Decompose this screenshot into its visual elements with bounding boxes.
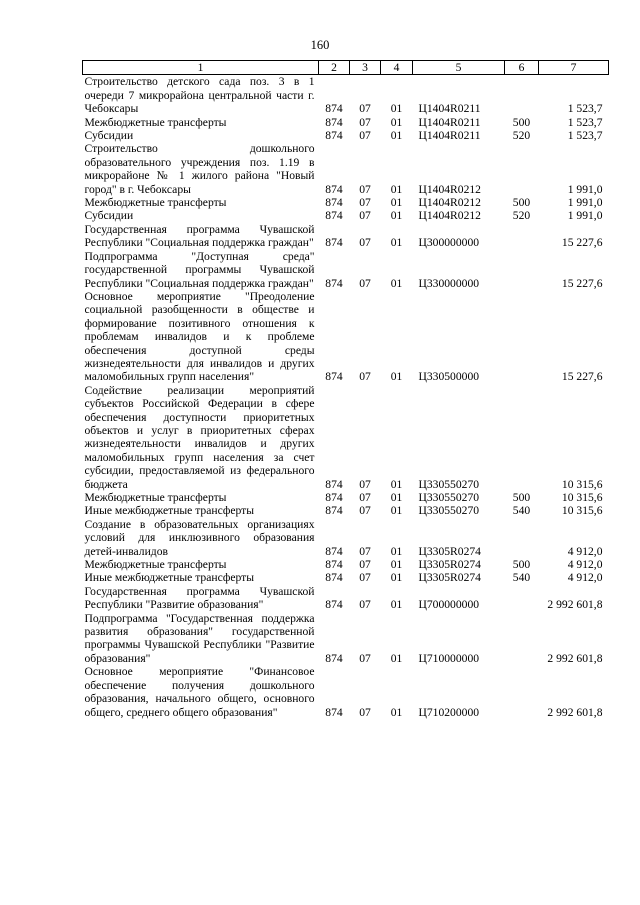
cell-section-code: 07 [359,651,371,665]
cell-target-article: Ц330500000 [418,370,480,384]
cell-section-code: 07 [359,558,371,572]
cell-amount: 4 912,0 [567,544,603,558]
cell-ministry-code: 874 [325,571,343,585]
table-row [83,142,609,196]
cell-ministry-code: 874 [325,477,343,491]
table-header-row [83,61,609,75]
cell-ministry-code: 874 [325,196,343,210]
table-row [83,665,609,719]
cell-section-code: 07 [359,209,371,223]
cell-expense-type: 520 [512,129,531,143]
cell-target-article: Ц3305R0274 [418,571,481,585]
table-row [83,250,609,290]
cell-subsection-code: 01 [390,209,403,223]
cell-expense-type [505,518,539,558]
cell-expense-type: 500 [512,491,531,504]
row-name-cell: Основное мероприятие "Преодоление социальной разобщенности в обществе и формирование позитивного отношения к проблемам инвалидов и к проблеме обеспечения доступной среды жизнедеятельности для инвалидов и других маломобильных групп населения" [84,289,315,384]
cell-ministry-code: 874 [325,651,343,665]
cell-target-article: Ц700000000 [418,598,480,612]
cell-ministry-code: 874 [325,209,343,223]
cell-target-article: Ц330000000 [418,276,480,290]
cell-ministry-code: 874 [325,236,343,250]
column-header: 5 [413,61,505,75]
cell-subsection-code: 01 [390,370,403,384]
cell-section-code: 07 [359,236,371,250]
page-number: 160 [310,38,330,52]
cell-target-article: Ц330550270 [418,491,480,504]
cell-amount: 1 523,7 [567,129,603,143]
cell-section-code: 07 [359,129,371,143]
cell-amount: 10 315,6 [561,504,603,518]
cell-subsection-code: 01 [390,477,403,491]
row-name-cell: Субсидии [84,209,134,223]
cell-expense-type [505,585,539,612]
column-header: 7 [539,61,609,75]
cell-target-article: Ц1404R0212 [418,196,481,210]
row-name-cell: Межбюджетные трансферты [84,491,227,504]
table-row [83,75,609,116]
table-row [83,209,609,222]
cell-target-article: Ц1404R0211 [418,129,481,143]
cell-subsection-code: 01 [390,558,403,572]
cell-amount: 15 227,6 [561,276,603,290]
cell-section-code: 07 [359,182,371,196]
cell-subsection-code: 01 [390,598,403,612]
table-row [83,116,609,129]
cell-amount: 2 992 601,8 [547,651,603,665]
cell-ministry-code: 874 [325,705,343,719]
cell-section-code: 07 [359,102,371,116]
cell-amount: 15 227,6 [561,370,603,384]
cell-subsection-code: 01 [390,196,403,210]
cell-subsection-code: 01 [390,236,403,250]
cell-target-article: Ц330550270 [418,477,480,491]
cell-expense-type [505,223,539,250]
cell-expense-type [505,75,539,116]
cell-subsection-code: 01 [390,705,403,719]
cell-target-article: Ц300000000 [418,236,480,250]
cell-section-code: 07 [359,571,371,585]
row-name-cell: Подпрограмма "Доступная среда" государственной программы Чувашской Республики "Социальная поддержка граждан" [84,249,315,290]
cell-section-code: 07 [359,196,371,210]
cell-section-code: 07 [359,491,371,504]
cell-subsection-code: 01 [390,182,403,196]
cell-section-code: 07 [359,115,371,129]
cell-amount: 2 992 601,8 [547,705,603,719]
cell-amount: 1 991,0 [567,209,603,223]
cell-target-article: Ц710000000 [418,651,480,665]
cell-subsection-code: 01 [390,491,403,504]
cell-subsection-code: 01 [390,544,403,558]
column-header: 4 [381,61,413,75]
cell-subsection-code: 01 [390,115,403,129]
cell-amount: 1 523,7 [567,115,603,129]
table-row [83,612,609,666]
column-header: 1 [83,61,319,75]
cell-amount: 15 227,6 [561,236,603,250]
table-row [83,504,609,517]
row-name-cell: Создание в образовательных организациях условий для инклюзивного образования детей-инвалидов [84,517,315,558]
cell-ministry-code: 874 [325,544,343,558]
table-body [83,75,609,719]
table-row [83,558,609,571]
cell-subsection-code: 01 [390,571,403,585]
cell-expense-type: 500 [512,558,531,572]
cell-subsection-code: 01 [390,651,403,665]
cell-ministry-code: 874 [325,115,343,129]
cell-ministry-code: 874 [325,102,343,116]
row-name-cell: Субсидии [84,129,134,143]
cell-amount: 10 315,6 [561,491,603,504]
cell-target-article: Ц1404R0211 [418,115,481,129]
cell-amount: 4 912,0 [567,571,603,585]
cell-section-code: 07 [359,598,371,612]
cell-subsection-code: 01 [390,129,403,143]
cell-amount: 1 523,7 [567,102,603,116]
cell-ministry-code: 874 [325,182,343,196]
row-name-cell: Основное мероприятие "Финансовое обеспечение получения дошкольного образования, начального общего, основного общего, среднего общего образования" [84,665,315,719]
cell-target-article: Ц1404R0212 [418,182,481,196]
cell-amount: 10 315,6 [561,477,603,491]
cell-section-code: 07 [359,370,371,384]
table-row [83,518,609,558]
cell-target-article: Ц330550270 [418,504,480,518]
cell-expense-type [505,384,539,491]
row-name-cell: Межбюджетные трансферты [84,115,227,129]
row-name-cell: Государственная программа Чувашской Республики "Социальная поддержка граждан" [84,222,315,250]
table-row [83,223,609,250]
cell-amount: 4 912,0 [567,558,603,572]
cell-expense-type: 520 [512,209,531,223]
column-header: 2 [319,61,350,75]
cell-amount: 1 991,0 [567,196,603,210]
cell-section-code: 07 [359,544,371,558]
cell-section-code: 07 [359,477,371,491]
cell-expense-type: 500 [512,196,531,210]
row-name-cell: Содействие реализации мероприятий субъектов Российской Федерации в сфере обеспечения доступности приоритетных объектов и услуг в приоритетных сферах жизнедеятельности инвалидов и других маломобильных групп населения за счет субсидии, предоставляемой из федерального бюджета [84,383,315,491]
cell-expense-type [505,612,539,666]
cell-ministry-code: 874 [325,598,343,612]
cell-subsection-code: 01 [390,276,403,290]
cell-subsection-code: 01 [390,102,403,116]
cell-expense-type [505,142,539,196]
table-row [83,384,609,491]
cell-amount: 2 992 601,8 [547,598,603,612]
cell-section-code: 07 [359,705,371,719]
budget-table [82,60,609,719]
cell-ministry-code: 874 [325,276,343,290]
table-row [83,290,609,384]
cell-ministry-code: 874 [325,558,343,572]
row-name-cell: Межбюджетные трансферты [84,196,227,210]
table-row [83,129,609,142]
row-name-cell: Подпрограмма "Государственная поддержка развития образования" государственной программы Чувашской Республики "Развитие образования" [84,611,315,665]
table-row [83,585,609,612]
cell-expense-type [505,250,539,290]
cell-expense-type: 500 [512,115,531,129]
row-name-cell: Строительство дошкольного образовательного учреждения поз. 1.19 в микрорайоне № 1 жилого района "Новый город" в г. Чебоксары [84,142,315,196]
cell-amount: 1 991,0 [567,182,603,196]
cell-ministry-code: 874 [325,504,343,518]
cell-ministry-code: 874 [325,129,343,143]
row-name-cell: Иные межбюджетные трансферты [84,504,255,518]
cell-expense-type [505,665,539,719]
cell-expense-type [505,290,539,384]
cell-target-article: Ц3305R0274 [418,558,481,572]
cell-expense-type: 540 [512,504,531,518]
cell-target-article: Ц710200000 [418,705,480,719]
row-name-cell: Межбюджетные трансферты [84,558,227,572]
table-row [83,491,609,504]
row-name-cell: Иные межбюджетные трансферты [84,571,255,585]
cell-target-article: Ц1404R0212 [418,209,481,223]
cell-ministry-code: 874 [325,370,343,384]
cell-ministry-code: 874 [325,491,343,504]
column-header: 6 [505,61,539,75]
cell-target-article: Ц3305R0274 [418,544,481,558]
cell-section-code: 07 [359,276,371,290]
table-row [83,196,609,209]
column-header: 3 [350,61,381,75]
cell-section-code: 07 [359,504,371,518]
cell-subsection-code: 01 [390,504,403,518]
row-name-cell: Строительство детского сада поз. 3 в 1 очереди 7 микрорайона центральной части г. Чебоксары [84,75,315,116]
cell-expense-type: 540 [512,571,531,585]
row-name-cell: Государственная программа Чувашской Республики "Развитие образования" [84,584,315,612]
cell-target-article: Ц1404R0211 [418,102,481,116]
table-row [83,571,609,584]
